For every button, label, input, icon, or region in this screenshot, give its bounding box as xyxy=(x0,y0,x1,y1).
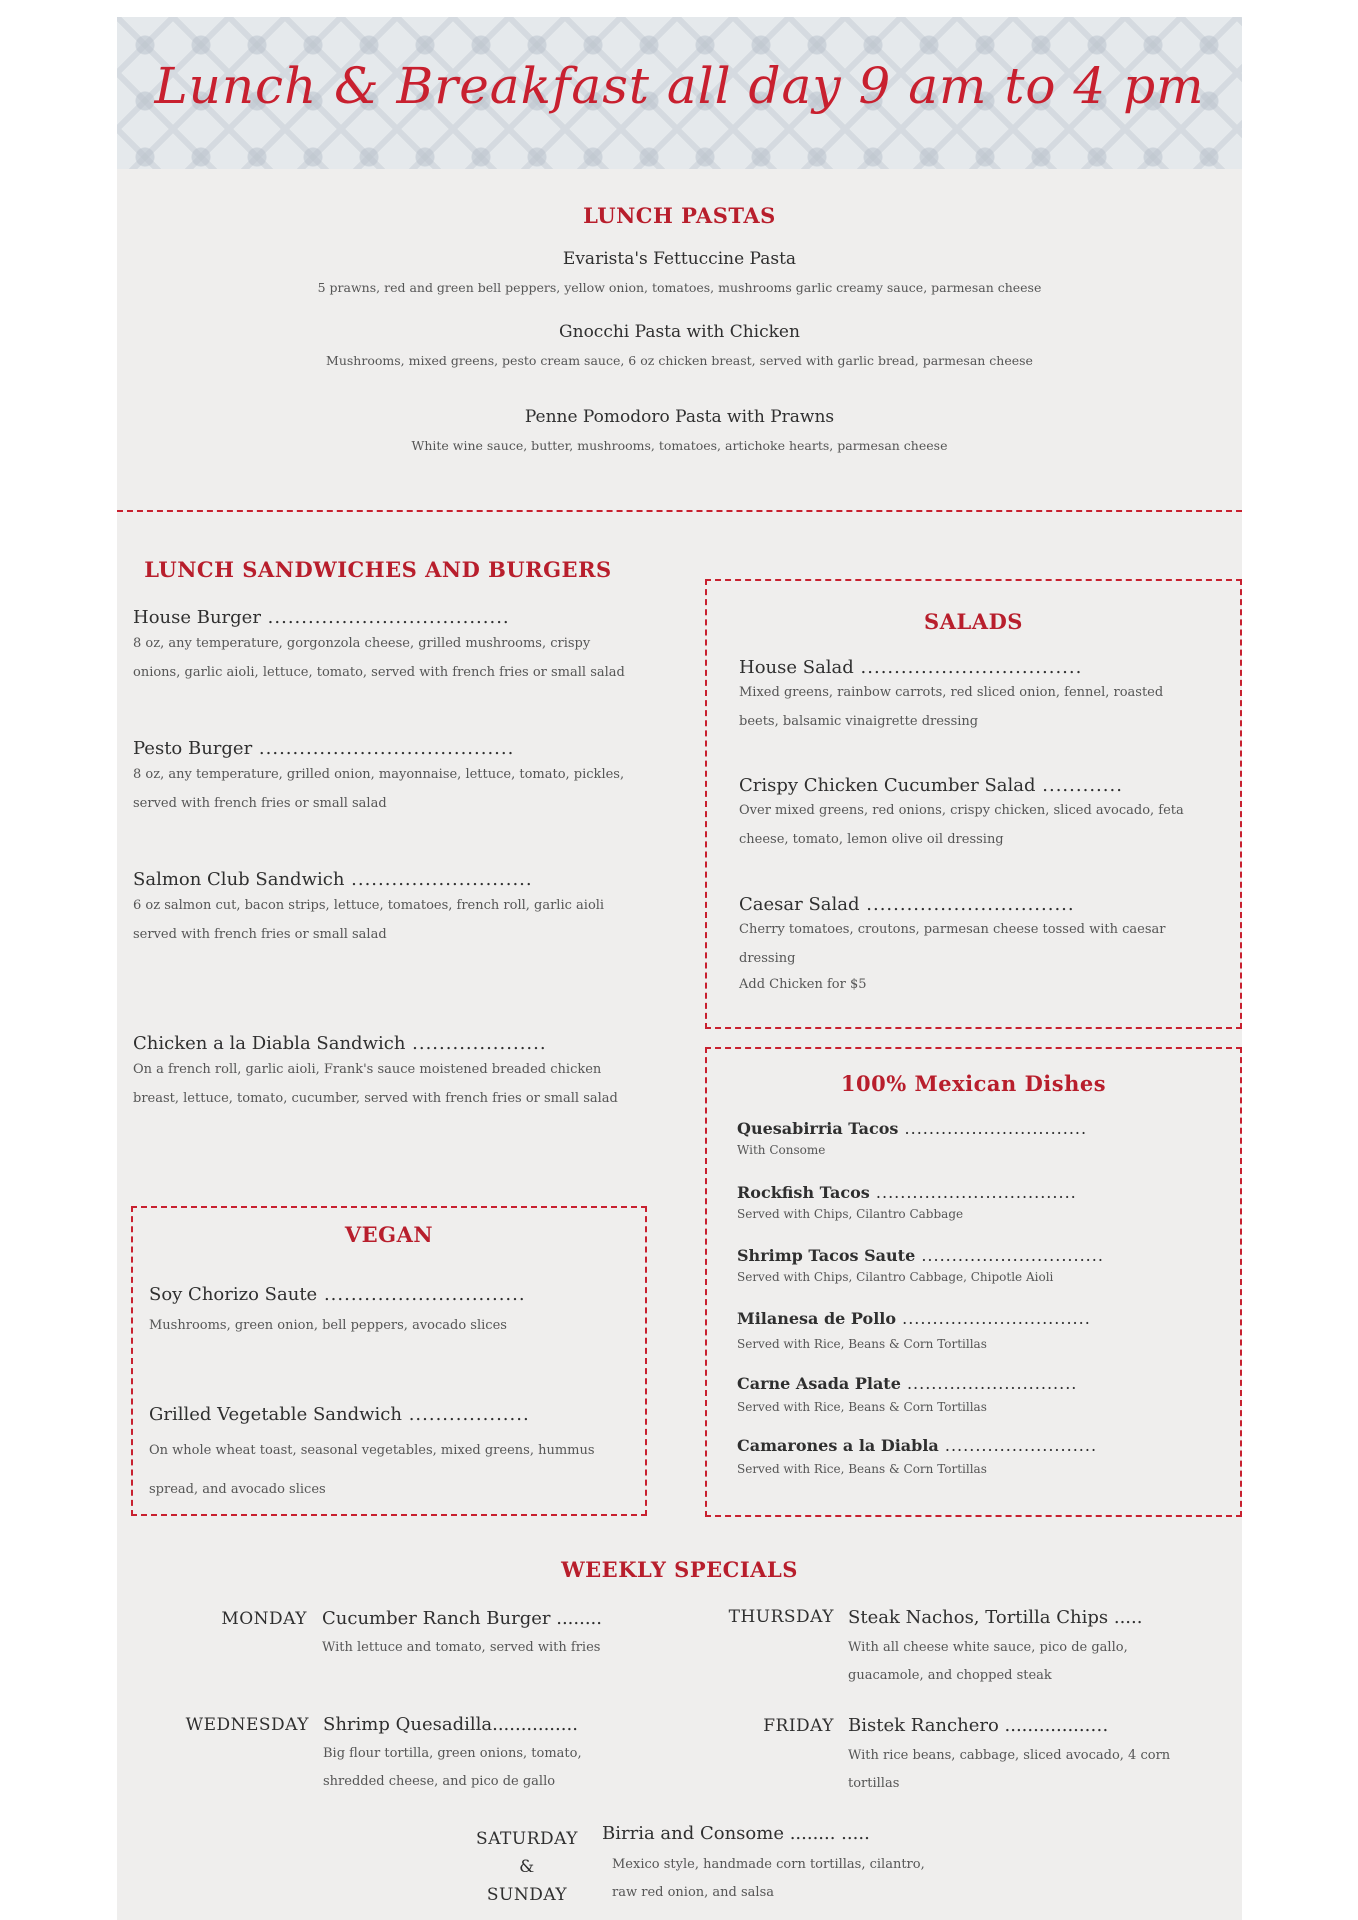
menu-item: Chicken a la Diabla Sandwich .................... On a french roll, garlic aioli, Frank's sauce moistened breaded chicken breast, lettuce, tomato, cucumber, served with french fries or small salad xyxy=(133,1033,638,1113)
special-day: FRIDAY xyxy=(763,1716,834,1736)
special-name: Shrimp Quesadilla............... xyxy=(323,1714,578,1735)
item-desc: 6 oz salmon cut, bacon strips, lettuce, tomatoes, french roll, garlic aioli served with french fries or small salad xyxy=(133,898,605,942)
item-desc: 8 oz, any temperature, gorgonzola cheese, grilled mushrooms, crispy onions, garlic aioli, lettuce, tomato, served with french fries or small salad xyxy=(133,636,625,680)
item-desc: Served with Rice, Beans & Corn Tortillas xyxy=(737,1400,987,1414)
special-desc: With lettuce and tomato, served with fries xyxy=(322,1640,601,1655)
menu-item: Crispy Chicken Cucumber Salad ............ Over mixed greens, red onions, crispy chicken, sliced avocado, feta cheese, tomato, lemon olive oil dressing xyxy=(739,775,1189,854)
pasta-desc: White wine sauce, butter, mushrooms, tomatoes, artichoke hearts, parmesan cheese xyxy=(411,438,948,453)
special-desc: Big flour tortilla, green onions, tomato, shredded cheese, and pico de gallo xyxy=(323,1746,582,1789)
menu-item: Shrimp Tacos Saute .............................. Served with Chips, Cilantro Cabbage, Chipotle Aioli xyxy=(737,1246,1207,1289)
menu-banner xyxy=(117,17,1242,169)
item-name: Crispy Chicken Cucumber Salad xyxy=(739,775,1036,796)
menu-item: House Burger .................................... 8 oz, any temperature, gorgonzola cheese, grilled mushrooms, crispy onions, garlic aioli, lettuce, tomato, served with french fries or small salad xyxy=(133,607,638,687)
menu-item: Caesar Salad ............................... Cherry tomatoes, croutons, parmesan cheese tossed with caesar dressing Add Chicken for $5 xyxy=(739,894,1189,997)
banner-title: Lunch & Breakfast all day 9 am to 4 pm xyxy=(154,57,1205,115)
menu-item: Camarones a la Diabla ......................... Served with Rice, Beans & Corn Tortillas xyxy=(737,1436,1207,1481)
item-desc: Over mixed greens, red onions, crispy chicken, sliced avocado, feta cheese, tomato, lemon olive oil dressing xyxy=(739,803,1184,847)
section-divider xyxy=(117,510,1242,512)
item-desc: Mixed greens, rainbow carrots, red sliced onion, fennel, roasted beets, balsamic vinaigrette dressing xyxy=(739,685,1164,729)
special-day: WEDNESDAY xyxy=(185,1715,309,1735)
item-name: Camarones a la Diabla xyxy=(737,1436,939,1455)
special-day: SATURDAY & SUNDAY xyxy=(476,1829,578,1905)
menu-item: House Salad ................................. Mixed greens, rainbow carrots, red sliced onion, fennel, roasted beets, balsamic vinaigrette dressing xyxy=(739,657,1189,736)
item-desc: Mushrooms, green onion, bell peppers, avocado slices xyxy=(149,1318,507,1333)
pasta-name: Evarista's Fettuccine Pasta xyxy=(562,249,797,269)
item-desc: On whole wheat toast, seasonal vegetables, mixed greens, hummus spread, and avocado slices xyxy=(149,1443,595,1497)
item-name: Milanesa de Pollo xyxy=(737,1309,897,1328)
menu-item: Carne Asada Plate ............................ Served with Rice, Beans & Corn Tortillas xyxy=(737,1374,1207,1419)
item-name: Carne Asada Plate xyxy=(737,1374,901,1393)
item-desc: With Consome xyxy=(737,1143,826,1157)
item-name: Soy Chorizo Saute xyxy=(149,1284,318,1305)
special-day: THURSDAY xyxy=(728,1607,834,1627)
menu-item: Rockfish Tacos ................................. Served with Chips, Cilantro Cabbage xyxy=(737,1183,1207,1226)
menu-item: Soy Chorizo Saute .............................. Mushrooms, green onion, bell peppers, avocado slices xyxy=(149,1284,609,1340)
salads-title: SALADS xyxy=(924,609,1023,634)
item-name: Pesto Burger xyxy=(133,738,253,759)
item-name: Shrimp Tacos Saute xyxy=(737,1246,916,1265)
menu-item: Salmon Club Sandwich ........................... 6 oz salmon cut, bacon strips, lettuce, tomatoes, french roll, garlic aioli served with french fries or small salad xyxy=(133,869,638,949)
special-name: Birria and Consome ........ ..... xyxy=(602,1823,870,1844)
menu-item: Milanesa de Pollo ............................... Served with Rice, Beans & Corn Tortillas xyxy=(737,1309,1207,1356)
menu-item: Grilled Vegetable Sandwich .................. On whole wheat toast, seasonal vegetables, mixed greens, hummus spread, and avocado slices xyxy=(149,1404,609,1509)
special-desc: With all cheese white sauce, pico de gallo, guacamole, and chopped steak xyxy=(848,1640,1128,1683)
special-name: Steak Nachos, Tortilla Chips ..... xyxy=(848,1607,1143,1628)
item-name: Chicken a la Diabla Sandwich xyxy=(133,1033,406,1054)
item-name: Caesar Salad xyxy=(739,894,860,915)
mexican-box xyxy=(705,1047,1242,1517)
item-desc: On a french roll, garlic aioli, Frank's sauce moistened breaded chicken breast, lettuce, tomato, cucumber, served with french fries or small salad xyxy=(133,1062,618,1106)
pasta-desc: 5 prawns, red and green bell peppers, yellow onion, tomatoes, mushrooms garlic creamy sauce, parmesan cheese xyxy=(317,280,1042,295)
item-desc: Served with Rice, Beans & Corn Tortillas xyxy=(737,1462,987,1476)
menu-item: Quesabirria Tacos .............................. With Consome xyxy=(737,1119,1207,1162)
vegan-title: VEGAN xyxy=(344,1222,434,1247)
item-name: House Burger xyxy=(133,607,261,628)
item-desc: Served with Chips, Cilantro Cabbage xyxy=(737,1207,964,1221)
special-desc: With rice beans, cabbage, sliced avocado, 4 corn tortillas xyxy=(848,1748,1171,1791)
special-name: Cucumber Ranch Burger ........ xyxy=(322,1608,602,1629)
sandwiches-title: LUNCH SANDWICHES AND BURGERS xyxy=(144,557,612,582)
pasta-desc: Mushrooms, mixed greens, pesto cream sauce, 6 oz chicken breast, served with garlic bread, parmesan cheese xyxy=(326,353,1033,368)
item-desc: Served with Rice, Beans & Corn Tortillas xyxy=(737,1337,987,1351)
item-name: Salmon Club Sandwich xyxy=(133,869,345,890)
mexican-title: 100% Mexican Dishes xyxy=(840,1071,1107,1096)
pasta-name: Penne Pomodoro Pasta with Prawns xyxy=(524,407,835,427)
item-extra: Add Chicken for $5 xyxy=(739,977,867,992)
special-desc: Mexico style, handmade corn tortillas, cilantro, raw red onion, and salsa xyxy=(612,1857,925,1900)
menu-page xyxy=(117,17,1242,1920)
item-desc: Cherry tomatoes, croutons, parmesan cheese tossed with caesar dressing xyxy=(739,922,1166,966)
lunch-pastas-title: LUNCH PASTAS xyxy=(583,203,776,228)
vegan-box xyxy=(131,1206,647,1516)
special-day: MONDAY xyxy=(221,1609,307,1629)
salads-box xyxy=(705,579,1242,1029)
item-name: Quesabirria Tacos xyxy=(737,1119,899,1138)
weekly-specials-title: WEEKLY SPECIALS xyxy=(561,1557,798,1582)
item-name: House Salad xyxy=(739,657,854,678)
item-desc: 8 oz, any temperature, grilled onion, mayonnaise, lettuce, tomato, pickles, served with french fries or small salad xyxy=(133,767,625,811)
special-name: Bistek Ranchero ...............… xyxy=(848,1715,1109,1736)
item-desc: Served with Chips, Cilantro Cabbage, Chipotle Aioli xyxy=(737,1270,1054,1284)
item-name: Rockfish Tacos xyxy=(737,1183,870,1202)
item-name: Grilled Vegetable Sandwich xyxy=(149,1404,402,1425)
pasta-name: Gnocchi Pasta with Chicken xyxy=(559,322,800,342)
menu-item: Pesto Burger ...................................... 8 oz, any temperature, grilled onion, mayonnaise, lettuce, tomato, pickles, served with french fries or small salad xyxy=(133,738,638,818)
